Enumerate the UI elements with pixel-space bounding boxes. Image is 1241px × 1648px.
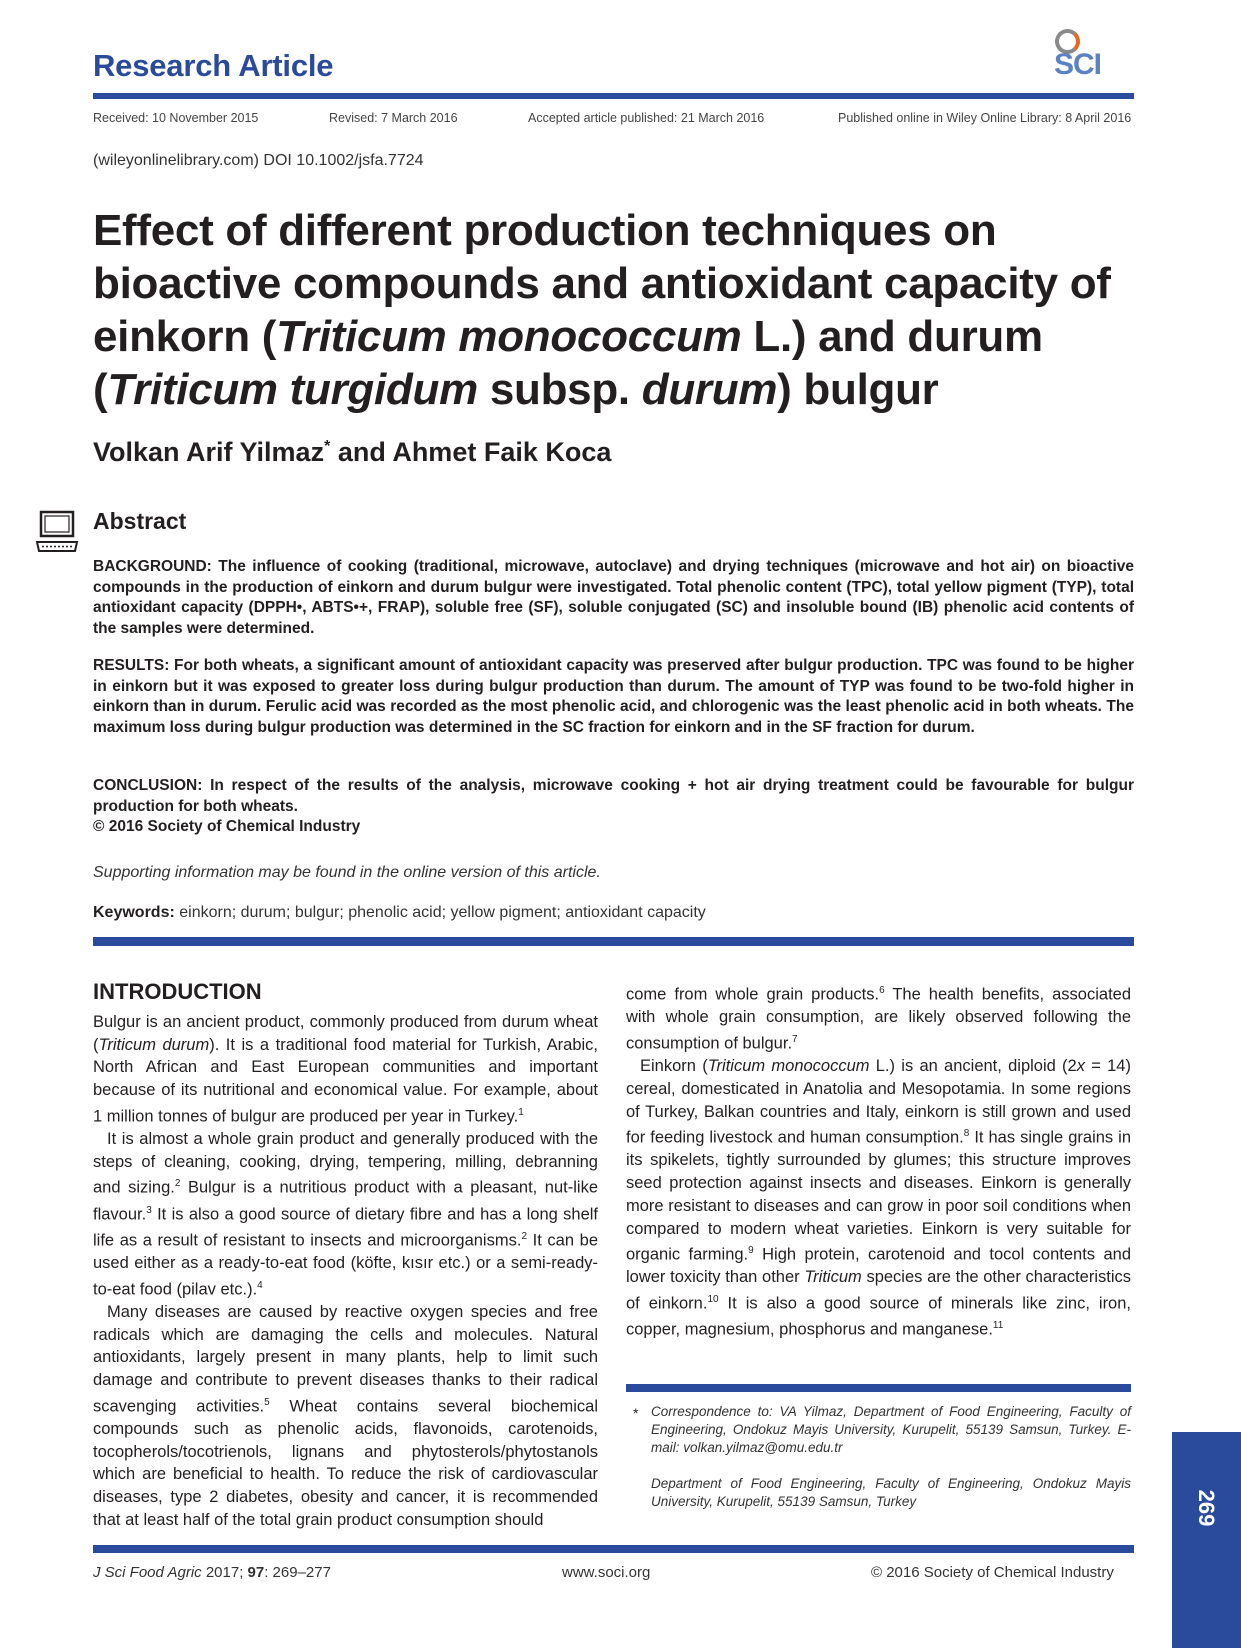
footnote-marker: *: [633, 1405, 639, 1421]
footer-copyright: © 2016 Society of Chemical Industry: [871, 1564, 1114, 1581]
intro-paragraph-3: Many diseases are caused by reactive oxygen species and free radicals which are damaging the cells and molecules. Natural antioxidants, largely present in many plants, help to limit such damage and contribute to prevent diseases thanks to their radical scavenging activities.$^5$ Wheat contains several biochemical compounds such as phenolic acids, flavonoids, carotenoids, tocopherols/tocotrienols, lignans and phytosterols/phytostanols which are beneficial to health. To reduce the risk of cardiovascular diseases, type 2 diabetes, obesity and cancer, it is recommended that at least half of the total grain product consumption should: [93, 1302, 598, 1529]
page-number-tab: [1172, 1432, 1241, 1648]
doi-line: (wileyonlinelibrary.com) DOI 10.1002/jsfa.7724: [93, 152, 424, 169]
right-column: [626, 980, 1131, 1342]
intro-paragraph-1: Bulgur is an ancient product, commonly produced from durum wheat (Triticum durum). It is a traditional food material for Turkish, Arabic, North African and East European communities and important because of its nutritional and economical value. For example, about 1 million tonnes of bulgur are produced per year in Turkey.$^1$: [93, 1013, 598, 1126]
revised-date: Revised: 7 March 2016: [329, 111, 458, 125]
article-type-label: Research Article: [93, 48, 334, 83]
introduction-heading: INTRODUCTION: [93, 979, 262, 1004]
keywords-line: Keywords: einkorn; durum; bulgur; phenolic acid; yellow pigment; antioxidant capacity: [93, 904, 706, 921]
footnote-divider: [626, 1384, 1131, 1392]
page-number: 269: [1194, 1489, 1219, 1527]
affiliation-footnote: Department of Food Engineering, Faculty of Engineering, Ondokuz Mayis University, Kurupelit, 55139 Samsun, Turkey: [651, 1476, 1131, 1509]
left-column: [93, 1011, 598, 1531]
abstract-results: RESULTS: For both wheats, a significant amount of antioxidant capacity was preserved after bulgur production. TPC was found to be higher in einkorn but it was exposed to greater loss during bulgur production than durum. The amount of TYP was found to be two-fold higher in einkorn than in durum. Ferulic acid was recorded as the most phenolic acid, and chlorogenic was the least phenolic acid in both wheats. The maximum loss during bulgur production was determined in the SC fraction for einkorn and in the SF fraction for durum.: [93, 657, 1134, 736]
abstract-background: BACKGROUND: The influence of cooking (traditional, microwave, autoclave) and drying techniques (microwave and hot air) on bioactive compounds in the production of einkorn and durum bulgur were investigated. Total phenolic content (TPC), total yellow pigment (TYP), total antioxidant capacity (DPPH•, ABTS•+, FRAP), soluble free (SF), soluble conjugated (SC) and insoluble bound (IB) phenolic acid contents of the samples were determined.: [93, 558, 1134, 637]
footer-rule: [93, 1545, 1134, 1553]
header-rule: [93, 93, 1134, 99]
abstract-divider: [93, 937, 1134, 946]
website-link[interactable]: www.soci.org: [562, 1564, 651, 1581]
article-title: Effect of different production techniques on bioactive compounds and antioxidant capacity of einkorn (Triticum monococcum L.) and durum (Triticum turgidum subsp. durum) bulgur: [93, 206, 1111, 414]
sci-logo: [1048, 28, 1134, 84]
computer-icon: [34, 509, 80, 555]
published-date: Published online in Wiley Online Library: 8 April 2016: [838, 111, 1132, 125]
abstract-conclusion: CONCLUSION: In respect of the results of the analysis, microwave cooking + hot air drying treatment could be favourable for bulgur production for both wheats. © 2016 Society of Chemical Industry: [93, 777, 1134, 835]
intro-paragraph-2: It is almost a whole grain product and generally produced with the steps of cleaning, cooking, drying, tempering, milling, debranning and sizing.$^2$ Bulgur is a nutritious product with a pleasant, nut-like flavour.$^3$ It is also a good source of dietary fibre and has a long shelf life as a result of resistant to insects and microorganisms.$^2$ It can be used either as a ready-to-eat food (köfte, kısır etc.) or a semi-ready-to-eat food (pilav etc.).$^4$: [93, 1130, 598, 1299]
received-date: Received: 10 November 2015: [93, 111, 259, 125]
author-list: Volkan Arif Yilmaz* and Ahmet Faik Koca: [93, 437, 612, 467]
logo-text: SCI: [1054, 48, 1102, 81]
intro-paragraph-4: Einkorn (Triticum monococcum L.) is an ancient, diploid (2x = 14) cereal, domesticated in Anatolia and Mesopotamia. In some regions of Turkey, Balkan countries and Italy, einkorn is still grown and used for feeding livestock and human consumption.$^8$ It has single grains in its spikelets, tightly surrounded by glumes; this structure improves seed protection against insects and diseases. Einkorn is generally more resistant to diseases and can grow in poor soil conditions when compared to modern wheat varieties. Einkorn is very suitable for organic farming.$^9$ High protein, carotenoid and tocol contents and lower toxicity than other Triticum species are the other characteristics of einkorn.$^{10}$ It is also a good source of minerals like zinc, iron, copper, magnesium, phosphorus and manganese.$^{11}$: [626, 1057, 1131, 1339]
abstract-heading: Abstract: [93, 508, 187, 534]
intro-paragraph-3-continued: come from whole grain products.$^6$ The health benefits, associated with whole grain consumption, are likely observed following the consumption of bulgur.$^7$: [626, 985, 1132, 1053]
supporting-info-note: Supporting information may be found in the online version of this article.: [93, 864, 601, 881]
correspondence-footnote: Correspondence to: VA Yilmaz, Department of Food Engineering, Faculty of Engineering, Ondokuz Mayis University, Kurupelit, 55139 Samsun, Turkey. E-mail: volkan.yilmaz@omu.edu.tr: [651, 1404, 1131, 1455]
journal-citation: J Sci Food Agric 2017; 97: 269–277: [93, 1564, 331, 1581]
accepted-date: Accepted article published: 21 March 2016: [528, 111, 765, 125]
